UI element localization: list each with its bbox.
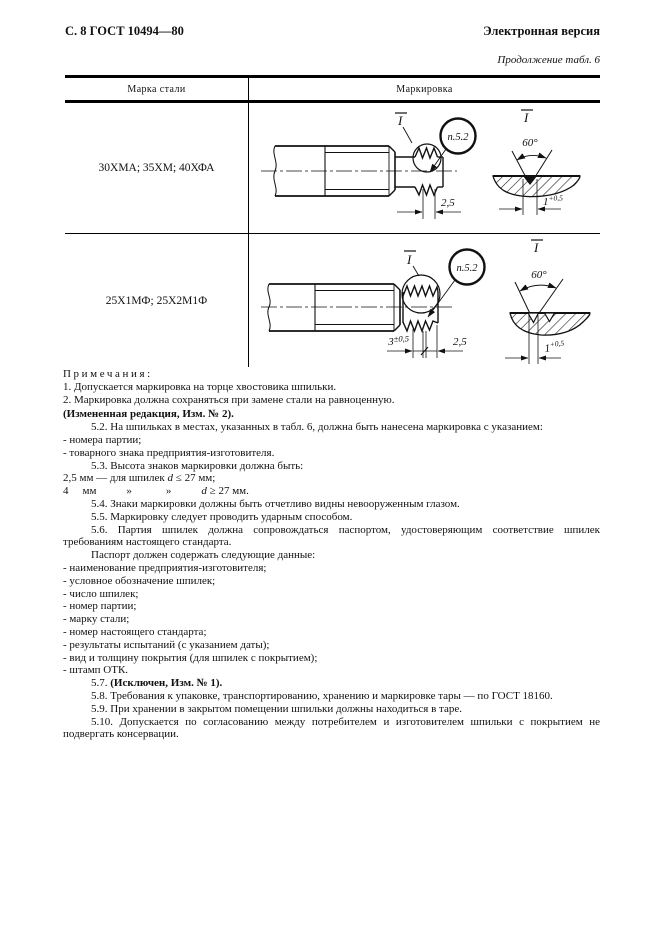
dash-item: - вид и толщину покрытия (для шпилек с покрытием); [63,651,318,664]
stud-marking-drawing-1 [249,103,600,233]
clause-5-2: 5.2. На шпильках в местах, указанных в табл. 6, должна быть нанесена маркировка с указанием: [91,421,543,434]
note-item: 1. Допускается маркировка на торце хвостовика шпильки. [63,380,337,393]
detail-view-I [493,110,580,215]
depth-dimension: $1^{+0,5}$ [543,193,563,208]
clause-5-5: 5.5. Маркировку следует проводить ударным способом. [91,510,353,523]
electronic-version-label: Электронная версия [483,24,600,38]
steel-grade-cell: 25Х1МФ; 25Х2М1Ф [65,234,249,367]
dash-item: - номера партии; [63,433,142,446]
marking-table [65,75,600,367]
width-dimension: 2,5 [453,336,467,348]
amended-edition-note: (Измененная редакция, Изм. № 2). [63,408,234,421]
dash-item: - наименование предприятия-изготовителя; [63,561,267,574]
callout-leader [428,280,455,317]
note-item: 2. Маркировка должна сохраняться при замене стали на равноценную. [63,393,395,406]
detail-view-label-I: I [524,110,529,125]
clause-5-6: 5.6. Партия шпилек должна сопровождаться паспортом, удостоверяющим соответствие шпилек требованиям настоящего стандарта. [63,523,600,549]
clause-5-9: 5.9. При хранении в закрытом помещении шпильки должны находиться в таре. [91,702,462,715]
table-header-row [65,75,600,103]
angle-dimension: 60° [522,137,538,149]
width-dimension: 2,5 [441,197,455,209]
column-header-steel-grade: Марка стали [65,78,249,100]
dash-item: - условное обозначение шпилек; [63,574,216,587]
dash-item: - номер настоящего стандарта; [63,625,207,638]
break-line [268,284,270,331]
notes-heading: Примечания: [63,368,153,380]
clause-5-3: 5.3. Высота знаков маркировки должна быть: [91,459,304,472]
stud-marking-drawing-2 [249,234,600,367]
clause-5-4: 5.4. Знаки маркировки должны быть отчетливо видны невооруженным глазом. [91,497,460,510]
dash-item: - марку стали; [63,613,130,626]
marking-band [395,148,443,195]
angle-arc-arrow [520,285,556,291]
clause-5-8: 5.8. Требования к упаковке, транспортированию, хранению и маркировке тары — по ГОСТ 18160. [91,689,553,702]
detail-label-I: I [407,252,412,267]
marking-drawing-cell [249,103,600,233]
section-hatched [493,176,580,197]
detail-view-label-I: I [534,240,539,255]
spacing-dimension: $3^{\pm 0,5}$ [388,333,409,348]
clause-5-10: 5.10. Допускается по согласованию между потребителем и изготовителем шпильки с покрытием не подвергать консервации. [63,715,600,741]
column-header-marking: Маркировка [396,84,453,95]
angle-dimension: 60° [531,269,547,281]
page-number-standard: С. 8 ГОСТ 10494—80 [65,24,184,38]
table-continuation-caption: Продолжение табл. 6 [497,54,600,66]
dash-item: - номер партии; [63,600,137,613]
table-row [65,234,600,367]
stud-side-view [261,250,485,359]
clause-5-3-line-2: 4 мм » » d ≥ 27 мм. [63,485,249,498]
marking-drawing-cell [249,234,600,367]
clause-5-7: 5.7. (Исключен, Изм. № 1). [91,677,223,690]
clause-5-3-line-1: 2,5 мм — для шпилек d ≤ 27 мм; [63,472,216,485]
dash-item: - товарного знака предприятия-изготовителя. [63,446,275,459]
body-text [63,368,600,741]
depth-dimension: $1^{+0,5}$ [544,338,565,355]
dash-item: - число шпилек; [63,587,139,600]
clause-callout: п.5.2 [447,132,469,143]
page-header [65,24,600,39]
clause-callout: п.5.2 [456,263,478,274]
steel-grade-cell: 30ХМА; 35ХМ; 40ХФА [65,103,249,233]
dash-item: - штамп ОТК. [63,664,129,677]
angle-arc-arrow [517,155,546,160]
detail-label-I: I [398,113,403,128]
table-row [65,103,600,234]
dash-item: - результаты испытаний (с указанием даты); [63,638,270,651]
passport-intro: Паспорт должен содержать следующие данные: [91,549,316,562]
